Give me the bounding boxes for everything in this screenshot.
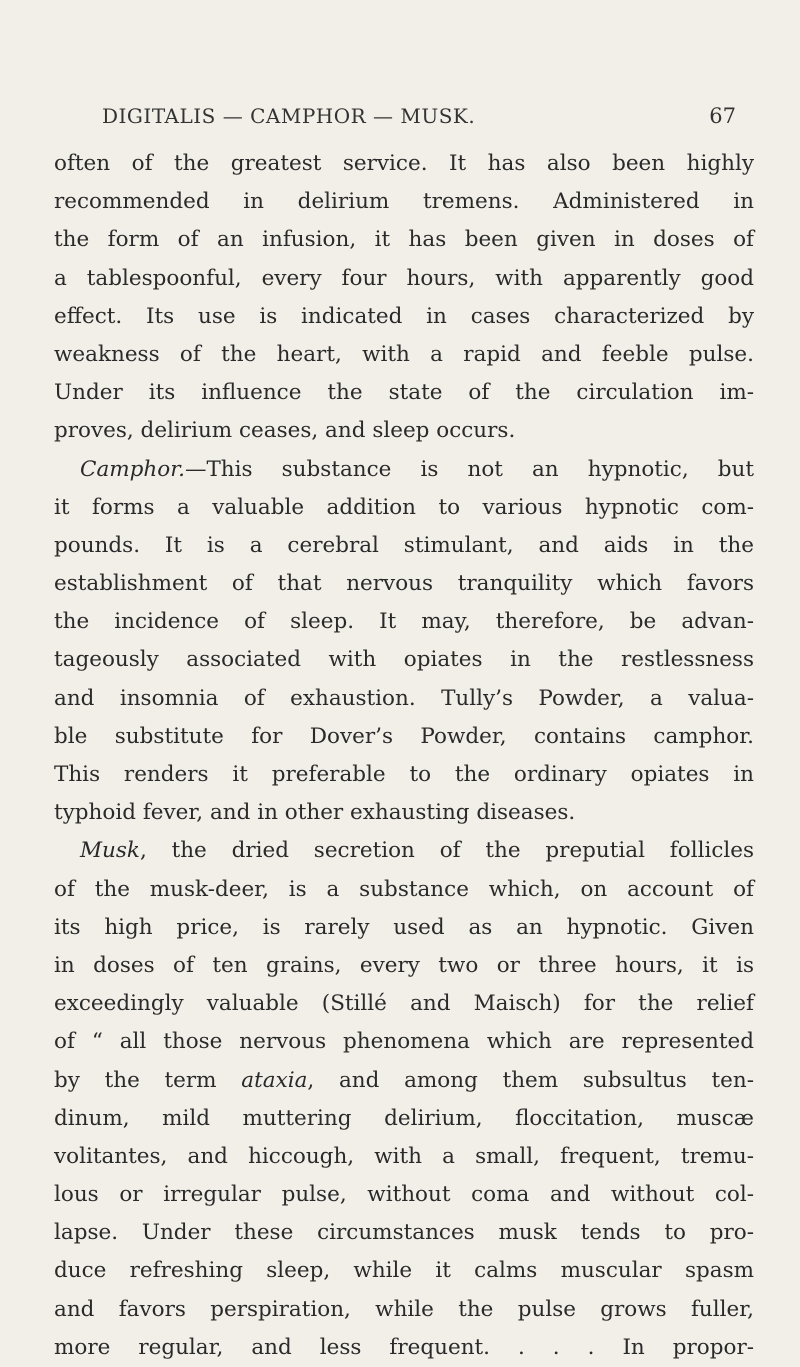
text-line: and favors perspiration, while the pulse grows fuller, — [54, 1296, 754, 1322]
text-line: weakness of the heart, with a rapid and feeble pulse. — [54, 341, 754, 367]
text-line: establishment of that nervous tranquility which favors — [54, 571, 754, 597]
paragraph-camphor-first-line — [54, 451, 754, 489]
text-line: pounds. It is a cerebral stimulant, and aids in the — [54, 532, 754, 558]
text-line: duce refreshing sleep, while it calms muscular spasm — [54, 1258, 754, 1284]
text-line: more regular, and less frequent. . . . In propor- — [54, 1334, 754, 1360]
text-line: of “ all those nervous phenomena which are represented — [54, 1029, 754, 1055]
text-line: exceedingly valuable (Stillé and Maisch) for the relief — [54, 991, 754, 1017]
text-line-ataxia — [54, 1062, 754, 1100]
text-line: a tablespoonful, every four hours, with apparently good — [54, 265, 754, 291]
text-line: effect. Its use is indicated in cases characterized by — [54, 303, 754, 329]
text-line-fragment: by the term — [54, 1067, 217, 1093]
text-line: and insomnia of exhaustion. Tully’s Powder, a valua- — [54, 685, 754, 711]
ataxia-term: ataxia — [241, 1067, 308, 1093]
text-line: typhoid fever, and in other exhausting diseases. — [54, 800, 576, 826]
text-line: This renders it preferable to the ordinary opiates in — [54, 762, 754, 787]
text-line: of the musk-deer, is a substance which, on account of — [54, 876, 754, 902]
paragraph-musk-first-line — [54, 832, 754, 870]
text-line: tageously associated with opiates in the restlessness — [54, 647, 754, 673]
text-line: often of the greatest service. It has also been highly — [54, 151, 754, 176]
camphor-heading: Camphor. — [80, 456, 185, 482]
text-line: lous or irregular pulse, without coma and without col- — [54, 1182, 754, 1208]
body-text — [54, 145, 754, 1367]
text-line: Under its influence the state of the circulation im- — [54, 380, 754, 406]
text-line: recommended in delirium tremens. Administered in — [54, 189, 754, 215]
text-line: volitantes, and hiccough, with a small, frequent, tremu- — [54, 1143, 754, 1169]
text-line: in doses of ten grains, every two or three hours, it is — [54, 952, 754, 978]
text-line-fragment: , the dried secretion of the preputial follicles — [139, 838, 754, 864]
text-line: the incidence of sleep. It may, therefore, be advan- — [54, 609, 754, 635]
musk-heading: Musk — [80, 838, 140, 864]
text-line: ble substitute for Dover’s Powder, contains camphor. — [54, 723, 754, 749]
text-line: lapse. Under these circumstances musk tends to pro- — [54, 1220, 754, 1246]
running-head — [96, 104, 736, 134]
text-line: the form of an infusion, it has been given in doses of — [54, 227, 754, 253]
text-line: it forms a valuable addition to various hypnotic com- — [54, 494, 754, 520]
page-number: 67 — [709, 104, 736, 128]
text-line-fragment: —This substance is not an hypnotic, but — [184, 456, 754, 482]
text-line: dinum, mild muttering delirium, floccitation, muscæ — [54, 1105, 754, 1131]
running-title: DIGITALIS — CAMPHOR — MUSK. — [102, 104, 476, 128]
text-line: its high price, is rarely used as an hypnotic. Given — [54, 914, 754, 940]
text-line-fragment: , and among them subsultus ten- — [307, 1067, 754, 1093]
text-line: proves, delirium ceases, and sleep occurs. — [54, 418, 516, 444]
